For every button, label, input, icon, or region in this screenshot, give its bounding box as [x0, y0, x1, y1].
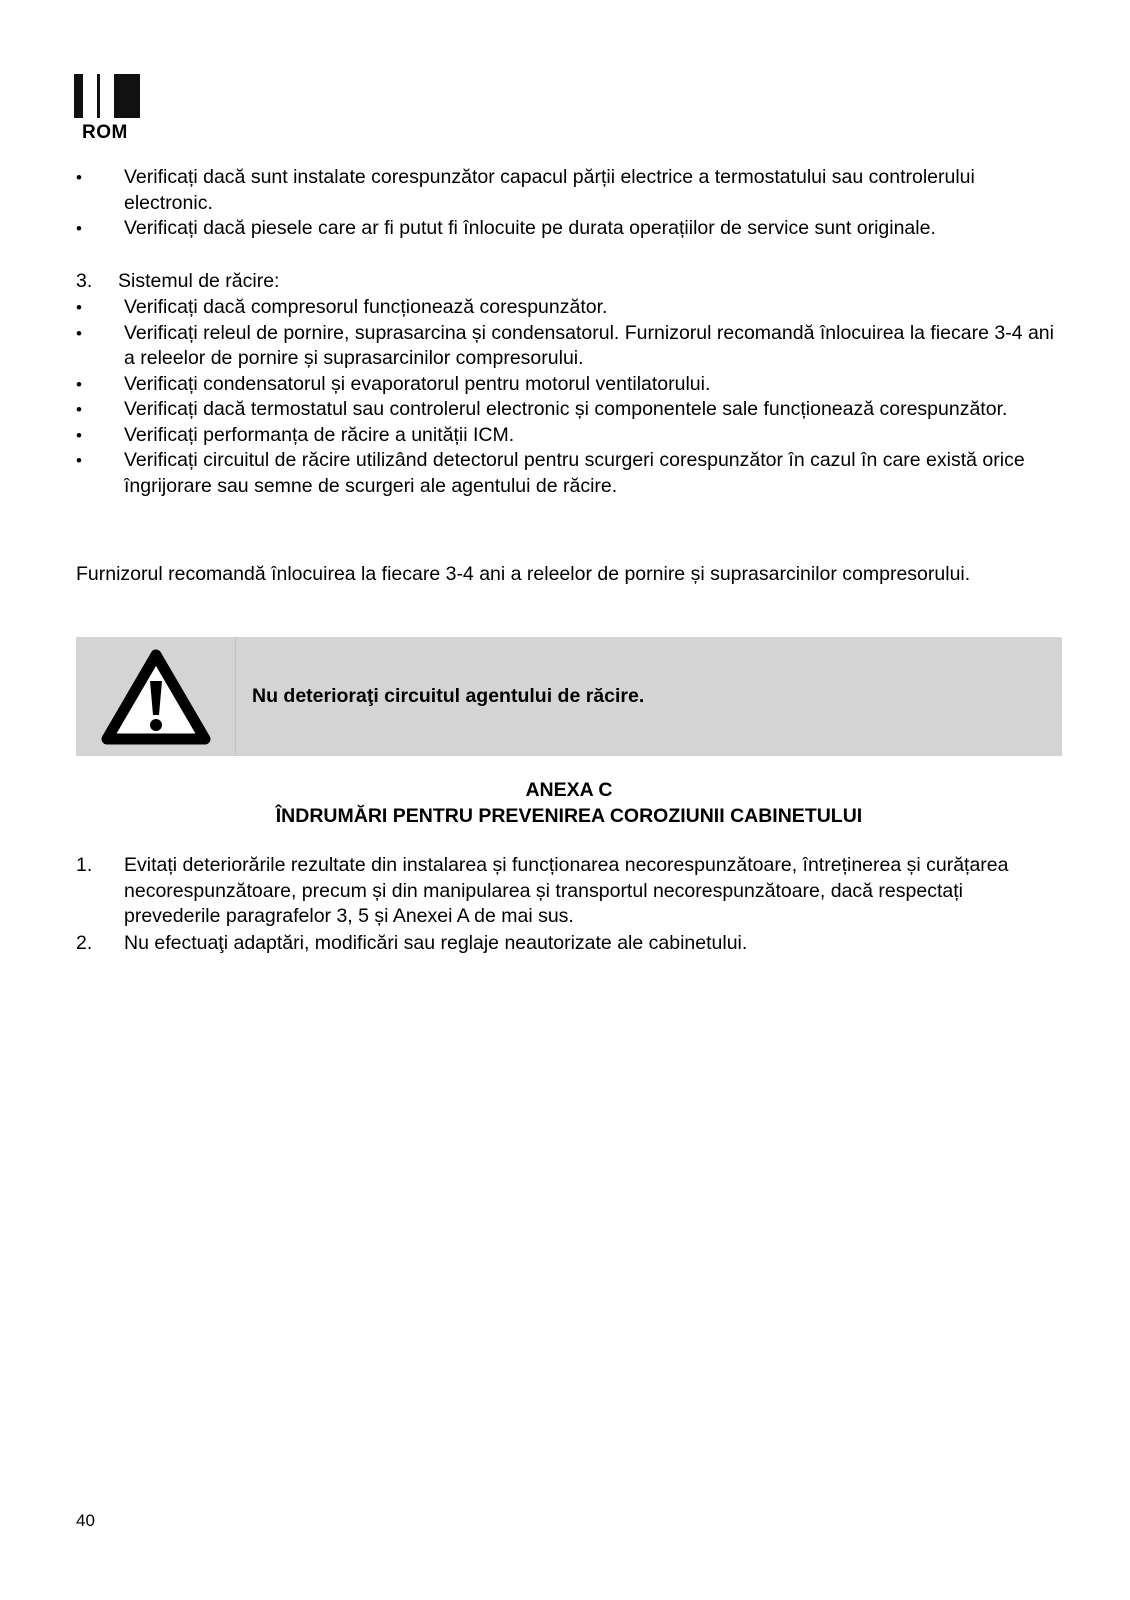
warning-icon-cell	[76, 637, 236, 756]
list-item: • Verificați releul de pornire, suprasarcina și condensatorul. Furnizorul recomandă înlocuirea la fiecare 3-4 ani a releelor de pornire și suprasarcinilor compresorului.	[76, 321, 1056, 372]
annex-item-text: Evitați deteriorările rezultate din instalarea și funcționarea necorespunzătoare, întreținerea și curățarea necorespunzătoare, precum și din manipularea și transportul necorespunzătoare, dacă respectați prevederile paragrafelor 3, 5 și Anexei A de mai sus.	[124, 854, 1009, 927]
annex-title: ANEXA C	[525, 779, 613, 801]
flag-icon	[74, 74, 140, 118]
section-title: Sistemul de răcire:	[118, 270, 280, 292]
list-item: • Verificați circuitul de răcire utilizând detectorul pentru scurgeri corespunzător în cazul în care există orice îngrijorare sau semne de scurgeri ale agentului de răcire.	[76, 448, 1056, 499]
warning-triangle-icon	[101, 649, 211, 745]
warning-box	[76, 637, 1062, 756]
flag-stripe-left	[83, 74, 97, 118]
list-item: • Verificați performanța de răcire a unității ICM.	[76, 423, 1056, 449]
bullet-list-top	[76, 165, 1056, 242]
flag-stripe-middle	[100, 74, 114, 118]
flag-stripe-right	[117, 74, 131, 118]
section-3-heading	[76, 269, 1056, 295]
recommendation-paragraph: Furnizorul recomandă înlocuirea la fiecare 3-4 ani a releelor de pornire și suprasarcinilor compresorului.	[76, 563, 971, 585]
list-item: • Verificați dacă compresorul funcționează corespunzător.	[76, 295, 1056, 321]
annex-item	[76, 931, 1056, 957]
section-number: 3.	[76, 270, 93, 292]
list-item: • Verificați condensatorul și evaporatorul pentru motorul ventilatorului.	[76, 372, 1056, 398]
list-item: • Verificați dacă sunt instalate corespunzător capacul părții electrice a termostatului sau controlerului electronic.	[76, 165, 1056, 216]
warning-text: Nu deterioraţi circuitul agentului de răcire.	[252, 685, 645, 707]
list-item: • Verificați dacă termostatul sau controlerul electronic și componentele sale funcționează corespunzător.	[76, 397, 1056, 423]
bullet-list-section-3	[76, 295, 1056, 499]
annex-item	[76, 853, 1056, 930]
annex-subtitle: ÎNDRUMĂRI PENTRU PREVENIREA COROZIUNII CABINETULUI	[275, 805, 863, 827]
page-number: 40	[76, 1511, 95, 1530]
language-code: ROM	[82, 122, 128, 143]
annex-item-text: Nu efectuaţi adaptări, modificări sau reglaje neautorizate ale cabinetului.	[124, 932, 748, 954]
list-item: • Verificați dacă piesele care ar fi putut fi înlocuite pe durata operațiilor de service sunt originale.	[76, 216, 1056, 242]
annex-item-number: 2.	[76, 932, 93, 954]
annex-item-number: 1.	[76, 854, 93, 876]
